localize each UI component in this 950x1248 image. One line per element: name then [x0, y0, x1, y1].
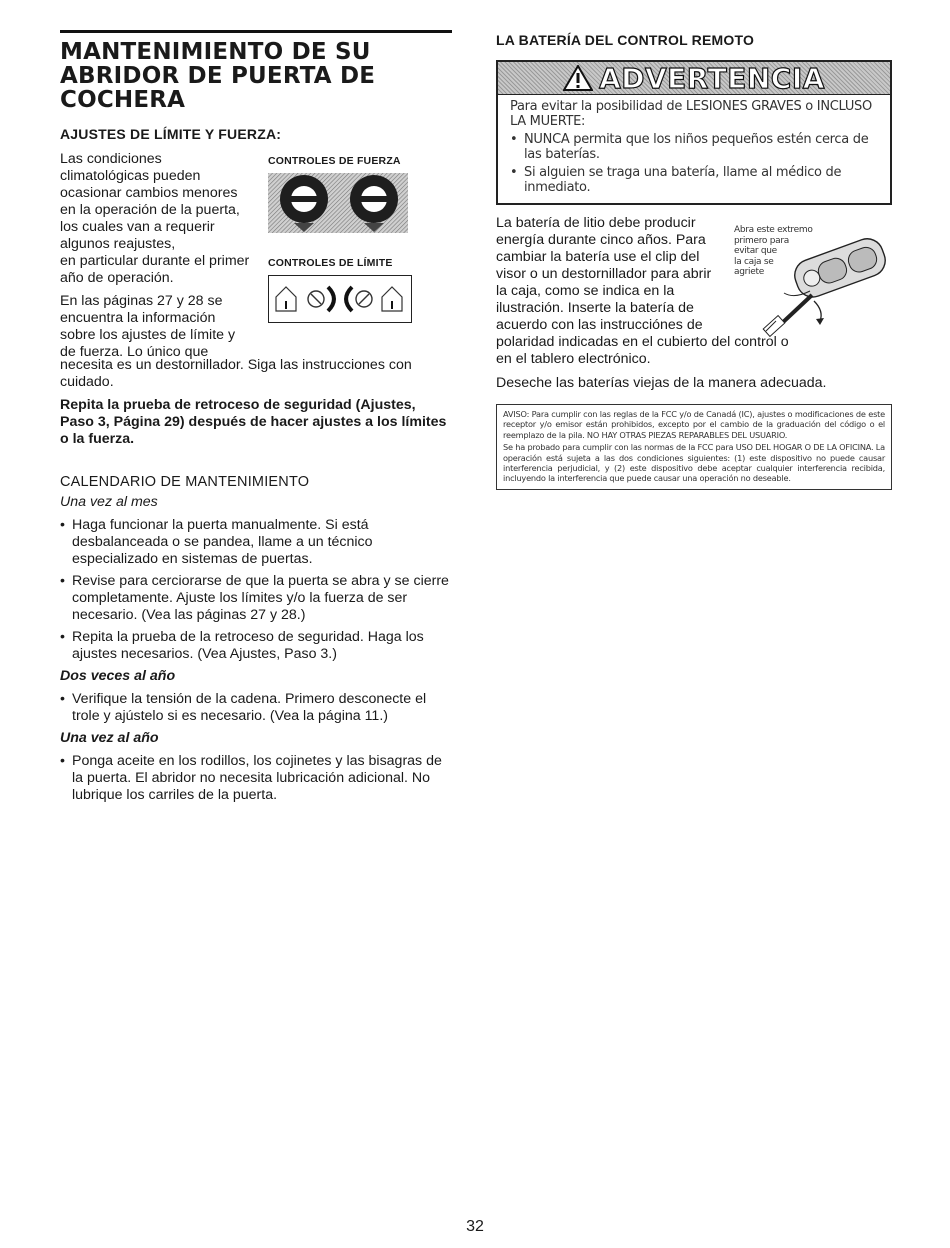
battery-heading: LA BATERÍA DEL CONTROL REMOTO: [496, 32, 755, 48]
force-knobs-icon: [268, 173, 408, 233]
battery-tail: polaridad indicadas en el cubierto del control o en el tablero electrónico.: [496, 334, 789, 367]
battery-text: [496, 215, 736, 334]
fcc-notice: [496, 404, 892, 490]
warning-title: ADVERTENCIA: [599, 61, 825, 95]
warning-box: [496, 60, 892, 205]
freq-monthly: Una vez al mes: [60, 494, 158, 510]
force-controls-label: CONTROLES DE FUERZA: [268, 155, 401, 167]
intro-text: [60, 151, 265, 361]
limits-intro-block: [60, 151, 452, 360]
intro-line: año de operación.: [60, 270, 174, 286]
repeat-test-note: Repita la prueba de retroceso de seguridad (Ajustes, Paso 3, Página 29) después de hacer ajustes a los límites o la fuerza.: [60, 397, 447, 447]
callout-line: Abra este extremo: [734, 225, 813, 235]
pages-line: encuentra la información: [60, 310, 216, 326]
warning-item: • Si alguien se traga una batería, llame al médico de inmediato.: [510, 165, 882, 195]
warning-body: [498, 95, 890, 203]
title-rule: [60, 30, 452, 33]
list-item: • Verifique la tensión de la cadena. Primero desconecte el trole y ajústelo si es necesario. (Vea la página 11.): [60, 691, 452, 725]
limits-heading: AJUSTES DE LÍMITE Y FUERZA:: [60, 126, 282, 142]
title-line: COCHERA: [60, 87, 186, 113]
monthly-list: [60, 517, 452, 663]
list-item: • Revise para cerciorarse de que la puerta se abra y se cierre completamente. Ajuste los límites y/o la fuerza de ser necesario. (Vea las páginas 27 y 28.): [60, 573, 452, 624]
page-number: 32: [466, 1218, 484, 1235]
intro-line: en la operación de la puerta,: [60, 202, 240, 218]
battery-block: [496, 215, 892, 367]
battery-line: visor o un destornillador para abrir: [496, 266, 712, 282]
battery-line: la caja, como se indica en la: [496, 283, 675, 299]
schedule-heading: CALENDARIO DE MANTENIMIENTO: [60, 474, 310, 490]
intro-line: en particular durante el primer: [60, 253, 250, 269]
battery-line: energía durante cinco años. Para: [496, 232, 706, 248]
dispose-note: Deseche las baterías viejas de la manera adecuada.: [496, 375, 827, 391]
fcc-paragraph-2: Se ha probado para cumplir con las normas de la FCC para USO DEL HOGAR O DE LA OFICINA. La operación está sujeta a las dos condiciones siguientes: (1) este dispositivo no puede causar interferencia perjudicial, y (2) este dispositivo debe aceptar cualquier interferencia recibida, incluyendo la interferencia que puede causar una operación no deseable.: [503, 442, 885, 484]
limit-controls-label: CONTROLES DE LÍMITE: [268, 257, 393, 269]
pages-line: de fuerza. Lo único que: [60, 344, 209, 360]
screwdriver-icon: [763, 295, 812, 336]
force-controls-illustration: [268, 173, 408, 233]
yearly-list: [60, 753, 452, 804]
left-column: [60, 30, 452, 804]
warning-triangle-icon: [563, 65, 593, 91]
page-title: [60, 40, 452, 112]
callout-line: primero para: [734, 235, 789, 246]
battery-line: acuerdo con las instrucciónes de: [496, 317, 703, 333]
callout-line: agriete: [734, 267, 764, 277]
battery-line: ilustración. Inserte la batería de: [496, 300, 694, 316]
limit-controls-illustration: [268, 275, 412, 323]
maintenance-schedule: [60, 494, 452, 804]
freq-yearly: Una vez al año: [60, 730, 159, 746]
warning-intro: Para evitar la posibilidad de LESIONES GRAVES o INCLUSO LA MUERTE:: [510, 99, 872, 129]
freq-twice-yearly: Dos veces al año: [60, 668, 176, 684]
intro-line: climatológicas pueden: [60, 168, 201, 184]
warning-item: • NUNCA permita que los niños pequeños estén cerca de las baterías.: [510, 132, 882, 162]
warning-list: [510, 132, 882, 195]
list-item: • Repita la prueba de la retroceso de seguridad. Haga los ajustes necesarios. (Vea Ajustes, Paso 3.): [60, 629, 452, 663]
list-item: • Ponga aceite en los rodillos, los cojinetes y las bisagras de la puerta. El abridor no necesita lubricación adicional. No lubrique los carriles de la puerta.: [60, 753, 452, 804]
remote-control-illustration: [754, 229, 894, 341]
intro-line: algunos reajustes,: [60, 236, 176, 252]
battery-line: cambiar la batería use el clip del: [496, 249, 700, 265]
pages-tail: necesita es un destornillador. Siga las instrucciones con cuidado.: [60, 357, 412, 390]
title-line: ABRIDOR DE PUERTA DE: [60, 63, 376, 89]
twice-yearly-list: [60, 691, 452, 725]
intro-line: Las condiciones: [60, 151, 162, 167]
pages-line: En las páginas 27 y 28 se: [60, 293, 223, 309]
right-column: [496, 30, 892, 490]
callout-line: evitar que: [734, 246, 777, 256]
intro-line: los cuales van a requerir: [60, 219, 215, 235]
callout-line: la caja se: [734, 256, 774, 267]
fcc-paragraph-1: AVISO: Para cumplir con las reglas de la FCC y/o de Canadá (IC), ajustes o modificaciones de este receptor y/o emisor están prohibidos, excepto por el cambio de la graduación del código o el reemplazo de la pila. NO HAY OTRAS PIEZAS REPARABLES DEL USUARIO.: [503, 409, 885, 440]
list-item: • Haga funcionar la puerta manualmente. Si está desbalanceada o se pandea, llame a un técnico especializado en sistemas de puertas.: [60, 517, 452, 568]
title-line: MANTENIMIENTO DE SU: [60, 39, 371, 65]
limit-knobs-icon: [268, 275, 412, 323]
remote-icon: [790, 234, 889, 301]
intro-line: ocasionar cambios menores: [60, 185, 238, 201]
warning-header: [498, 62, 890, 95]
battery-line: La batería de litio debe producir: [496, 215, 696, 231]
pages-line: sobre los ajustes de límite y: [60, 327, 236, 343]
